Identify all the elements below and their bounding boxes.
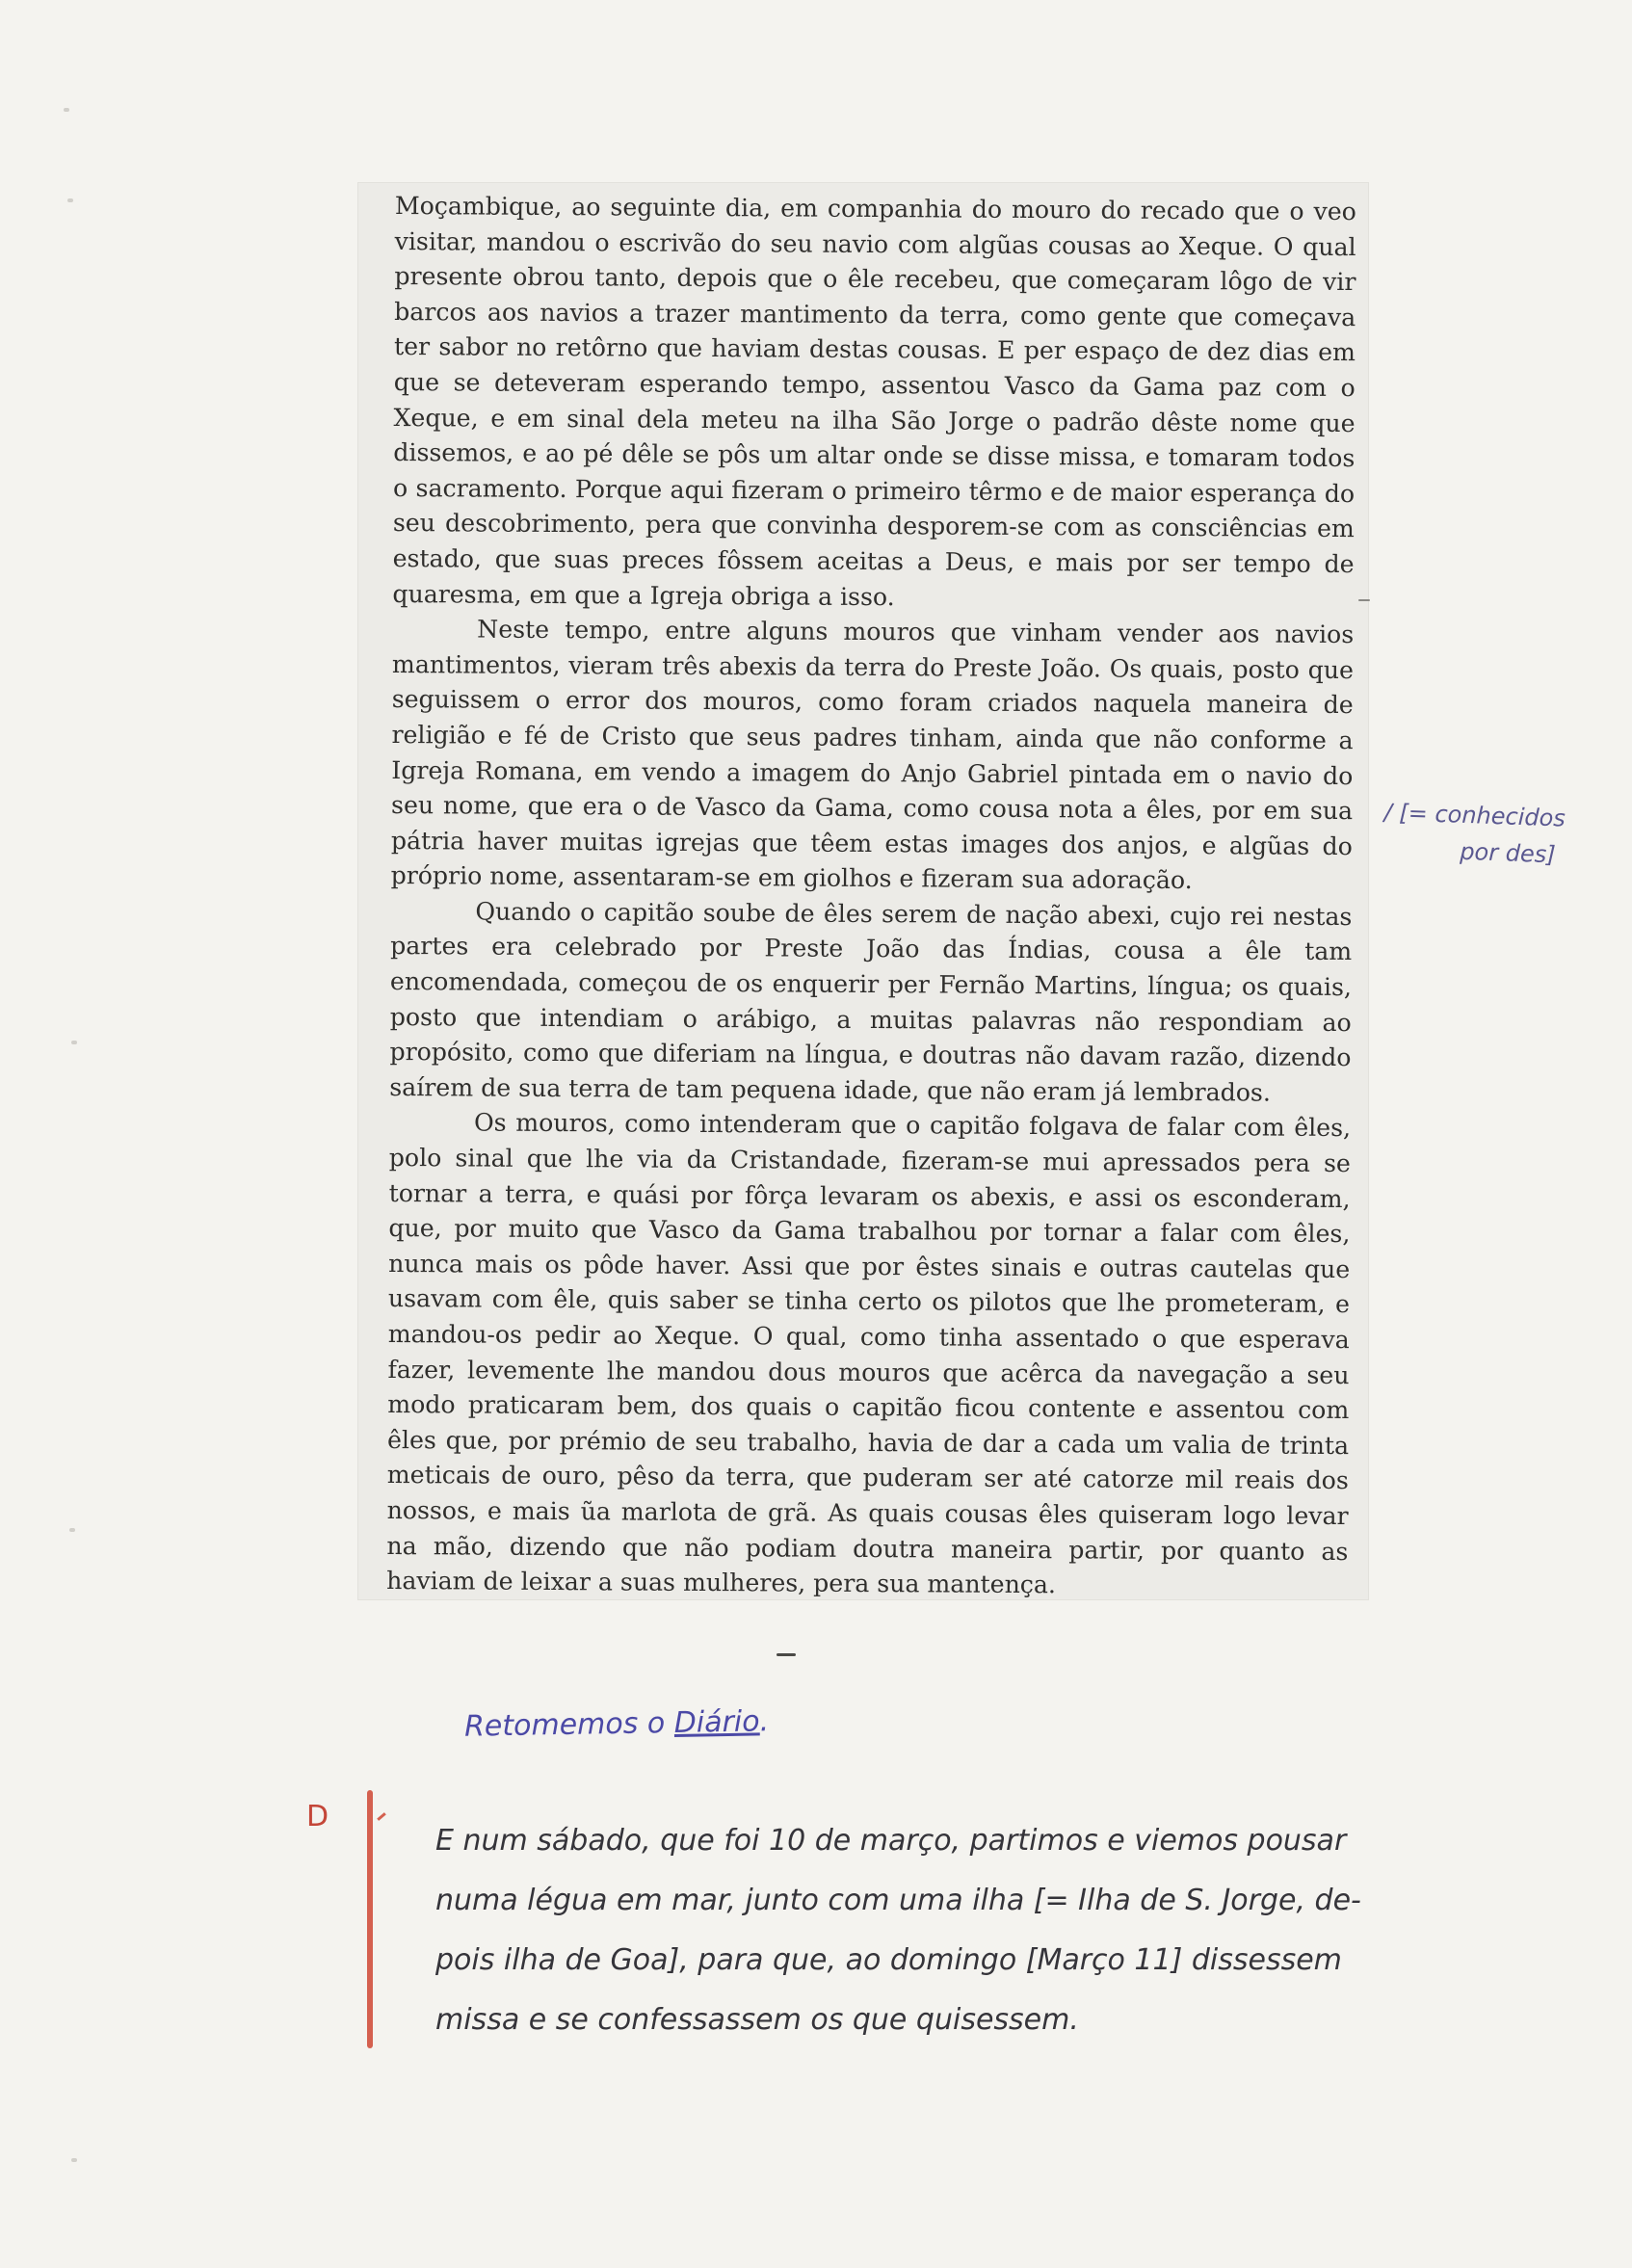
section-heading-prefix: Retomemos o [463, 1705, 675, 1744]
paragraph-3: Quando o capitão soube de êles serem de nação abexi, cujo rei nestas partes era celebrado por Preste João das Índias, cousa a êle tam encomendada, começou de os enquerir per Fernão Martins, língua; os quais, posto que intendiam o arábigo, a muitas palavras não respondiam ao propósito, como que diferiam na língua, e doutras não davam razão, dizendo saírem de sua terra de tam pequena idade, que não eram já lembrados. [389, 897, 1353, 1107]
paragraph-1: Moçambique, ao seguinte dia, em companhia do mouro do recado que o veo visitar, mandou o escrivão do seu navio com algũas cousas ao Xeque. O qual presente obrou tanto, depois que o êle recebeu, que começaram lôgo de vir barcos aos navios a trazer mantimento da terra, como gente que começava ter sabor no retôrno que haviam destas cousas. E per espaço de dez dias em que se deteveram esperando tempo, assentou Vasco da Gama paz com o Xeque, e em sinal dela meteu na ilha São Jorge o padrão dêste nome que dissemos, e ao pé dêle se pôs um altar onde se disse missa, e tomaram todos o sacramento. Porque aqui fizeram o primeiro têrmo e de maior esperança do seu descobrimento, pera que convinha desporem-se com as consciências em estado, que suas preces fôssem aceitas a Deus, e mais por ser tempo de quaresma, em que a Igreja obriga a isso. [392, 191, 1356, 611]
margin-annotation [1382, 794, 1607, 875]
red-margin-tick [377, 1812, 386, 1821]
margin-annotation-line-1: / [= conhecidos [1383, 799, 1566, 832]
margin-annotation-line-2: por des] [1459, 837, 1557, 869]
diario-marker: D [306, 1800, 329, 1833]
handwritten-line-1: E num sábado, que foi 10 de março, partimos e viemos pousar [435, 1824, 1347, 1858]
handwritten-passage [435, 1811, 1476, 2050]
handwritten-line-3: pois ilha de Goa], para que, ao domingo [Março 11] dissessem [435, 1943, 1342, 1977]
margin-tick-mark [1358, 599, 1370, 601]
red-margin-bar [367, 1790, 373, 2048]
handwritten-line-4: missa e se confessassem os que quisessem. [435, 2003, 1079, 2037]
printed-text-block [386, 189, 1356, 1605]
paragraph-4: Os mouros, como intenderam que o capitão folgava de falar com êles, polo sinal que lhe via da Cristandade, fizeram-se mui apressados pera se tornar a terra, e quási por fôrça levaram os abexis, e assi os esconderam, que, por muito que Vasco da Gama trabalhou por tornar a falar com êles, nunca mais os pôde haver. Assi que por êstes sinais e outras cautelas que usavam com êle, quis saber se tinha certo os pilotos que lhe prometeram, e mandou-os pedir ao Xeque. O qual, como tinha assentado o que esperava fazer, levemente lhe mandou dous mouros que acêrca da navegação a seu modo praticaram bem, dos quais o capitão ficou contente e assentou com êles que, por prémio de seu trabalho, havia de dar a cada um valia de trinta meticais de ouro, pêso da terra, que puderam ser até catorze mil reais dos nossos, e mais ũa marlota de grã. As quais cousas êles quiseram logo levar na mão, dizendo que não podiam doutra maneira partir, por quanto as haviam de leixar a suas mulheres, pera sua mantença. [386, 1108, 1352, 1599]
handwritten-line-2: numa légua em mar, junto com uma ilha [= Ilha de S. Jorge, de- [435, 1884, 1361, 1917]
section-heading-underlined: Diário [673, 1704, 760, 1740]
separator-dash [777, 1653, 796, 1656]
section-heading [464, 1704, 770, 1744]
paragraph-2: Neste tempo, entre alguns mouros que vinham vender aos navios mantimentos, vieram três abexis da terra do Preste João. Os quais, posto que seguissem o error dos mouros, como foram criados naquela maneira de religião e fé de Cristo que seus padres tinham, ainda que não conforme a Igreja Romana, em vendo a imagem do Anjo Gabriel pintada em o navio do seu nome, que era o de Vasco da Gama, como cousa nota a êles, por em sua pátria haver muitas igrejas que têem estas images dos anjos, e algũas do próprio nome, assentaram-se em giolhos e fizeram sua adoração. [390, 615, 1355, 895]
section-heading-suffix: . [759, 1704, 770, 1739]
